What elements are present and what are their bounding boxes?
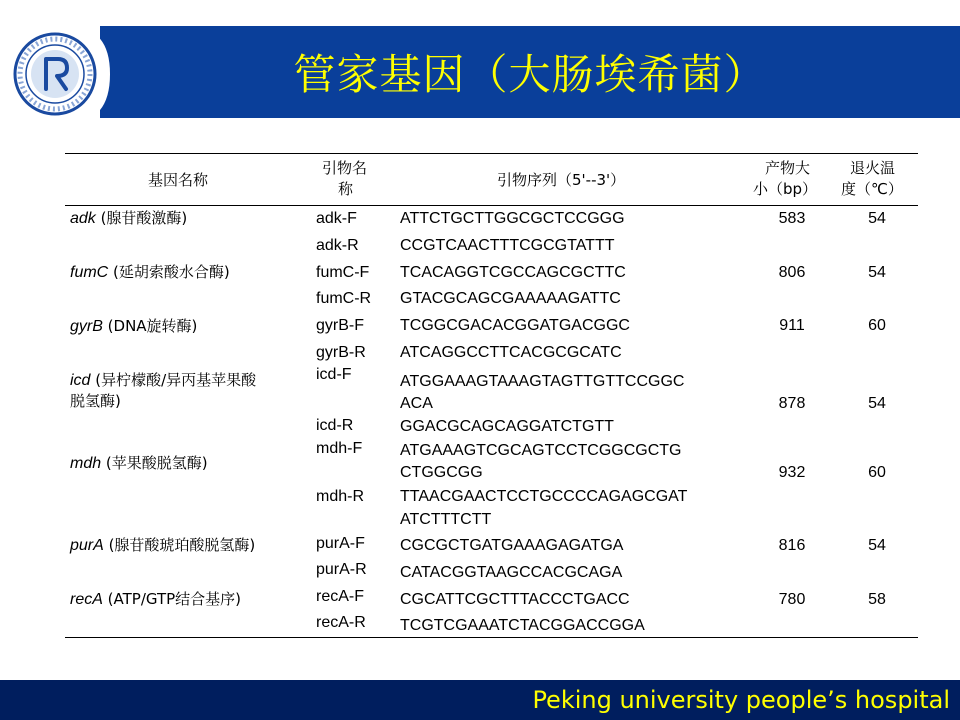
header-primer-sequence: 引物序列（5'--3'）	[497, 171, 626, 189]
primer-name: adk-R	[316, 237, 359, 254]
primer-sequence-cont: ATCTTTCTT	[400, 511, 492, 528]
primer-name: icd-R	[316, 417, 354, 434]
gene-name	[70, 209, 187, 228]
product-size: 878	[778, 395, 806, 412]
primer-sequence: CATACGGTAAGCCACGCAGA	[400, 564, 623, 581]
product-size: 911	[779, 317, 805, 334]
gene-abbr: purA	[70, 537, 104, 554]
header-annealing-temp-line1: 退火温	[850, 159, 896, 177]
header-primer-name-line2: 称	[338, 180, 354, 198]
primer-name: gyrB-R	[316, 344, 366, 361]
table-top-rule	[65, 153, 918, 154]
gene-desc: (延胡索酸水合酶)	[108, 263, 230, 281]
header-gene-name: 基因名称	[148, 171, 209, 189]
gene-name	[70, 590, 241, 609]
primer-name: fumC-R	[316, 290, 372, 307]
gene-desc: (腺苷酸琥珀酸脱氢酶)	[103, 536, 256, 554]
primer-sequence-cont: CTGGCGG	[400, 464, 483, 481]
gene-desc: (DNA旋转酶)	[102, 317, 198, 335]
header-annealing-temp-line2: 度（℃）	[841, 180, 903, 198]
primer-sequence: CGCGCTGATGAAAGAGATGA	[400, 537, 624, 554]
primer-name: purA-R	[316, 561, 367, 578]
gene-abbr: recA	[70, 591, 103, 608]
gene-abbr: icd	[70, 372, 91, 389]
product-size: 932	[778, 464, 806, 481]
primer-sequence-cont: ACA	[400, 395, 433, 412]
primer-name: recA-F	[316, 588, 364, 605]
gene-desc: (苹果酸脱氢酶)	[101, 454, 208, 472]
gene-desc: (ATP/GTP结合基序)	[102, 590, 242, 608]
gene-abbr: adk	[70, 210, 96, 227]
primer-sequence: ATGGAAAGTAAAGTAGTTGTTCCGGC	[400, 373, 685, 390]
primer-sequence: GTACGCAGCGAAAAAGATTC	[400, 290, 621, 307]
primer-sequence: CGCATTCGCTTTACCCTGACC	[400, 591, 630, 608]
primer-name: adk-F	[316, 210, 357, 227]
gene-name-line2: 脱氢酶)	[70, 392, 121, 410]
annealing-temp: 60	[868, 317, 886, 334]
primer-sequence: TCGTCGAAATCTACGGACCGGA	[400, 617, 645, 634]
annealing-temp: 58	[868, 591, 886, 608]
product-size: 583	[778, 210, 806, 227]
product-size: 780	[778, 591, 806, 608]
footer-hospital-name: Peking university people’s hospital	[532, 686, 950, 714]
primer-sequence: ATTCTGCTTGGCGCTCCGGG	[400, 210, 625, 227]
annealing-temp: 60	[868, 464, 886, 481]
primer-sequence: CCGTCAACTTTCGCGTATTT	[400, 237, 615, 254]
header-product-size-line2: 小（bp）	[753, 180, 818, 198]
primer-name: recA-R	[316, 614, 366, 631]
primer-sequence: TTAACGAACTCCTGCCCCAGAGCGAT	[400, 488, 688, 505]
gene-abbr: gyrB	[70, 318, 103, 335]
header-primer-name-line1: 引物名	[322, 159, 368, 177]
primer-name: icd-F	[316, 366, 352, 383]
primer-sequence: TCACAGGTCGCCAGCGCTTC	[400, 264, 626, 281]
gene-name	[70, 371, 256, 390]
table-bottom-rule	[65, 637, 918, 638]
annealing-temp: 54	[868, 395, 886, 412]
primer-name: gyrB-F	[316, 317, 364, 334]
header-product-size-line1: 产物大	[765, 159, 811, 177]
annealing-temp: 54	[868, 537, 886, 554]
primer-name: mdh-F	[316, 440, 363, 457]
primer-sequence: GGACGCAGCAGGATCTGTT	[400, 418, 614, 435]
table-header-rule	[65, 205, 918, 206]
annealing-temp: 54	[868, 210, 886, 227]
primer-sequence: TCGGCGACACGGATGACGGC	[400, 317, 630, 334]
annealing-temp: 54	[868, 264, 886, 281]
gene-abbr: mdh	[70, 455, 102, 472]
product-size: 806	[778, 264, 806, 281]
primer-name: mdh-R	[316, 488, 365, 505]
gene-desc: (腺苷酸激酶)	[95, 209, 188, 227]
product-size: 816	[778, 537, 806, 554]
primer-name: fumC-F	[316, 264, 370, 281]
primer-name: purA-F	[316, 535, 365, 552]
gene-name	[70, 536, 255, 555]
primer-sequence: ATGAAAGTCGCAGTCCTCGGCGCTG	[400, 442, 682, 459]
gene-desc: (异柠檬酸/异丙基苹果酸	[90, 371, 257, 389]
primer-sequence: ATCAGGCCTTCACGCGCATC	[400, 344, 622, 361]
hospital-logo-icon	[0, 27, 110, 122]
gene-name	[70, 454, 208, 473]
gene-abbr: fumC	[70, 264, 109, 281]
gene-name	[70, 317, 197, 336]
slide-title: 管家基因（大肠埃希菌）	[293, 50, 767, 99]
gene-name	[70, 263, 230, 282]
